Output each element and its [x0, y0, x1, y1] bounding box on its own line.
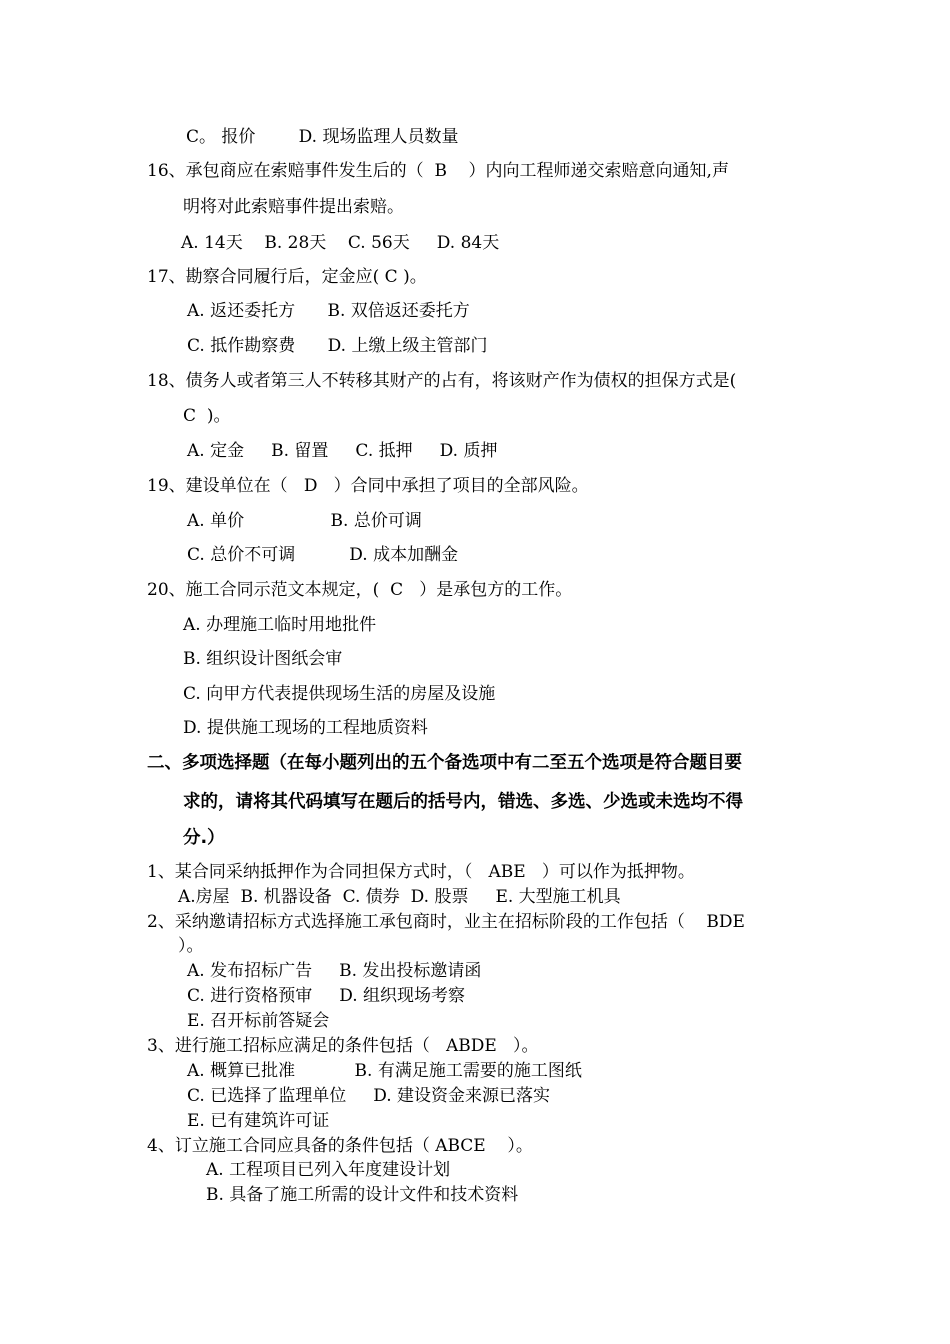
- text-line: D. 提供施工现场的工程地质资料: [183, 718, 428, 738]
- question-2: 2、采纳邀请招标方式选择施工承包商时，业主在招标阶段的工作包括（ BDE: [147, 912, 745, 932]
- text-line: A. 返还委托方 B. 双倍返还委托方: [187, 301, 470, 321]
- text-line: ）。: [178, 936, 204, 956]
- question-18: 18、债务人或者第三人不转移其财产的占有，将该财产作为债权的担保方式是(: [147, 371, 737, 391]
- text-line: A. 办理施工临时用地批件: [183, 615, 377, 635]
- text-line: C. 向甲方代表提供现场生活的房屋及设施: [183, 684, 496, 704]
- text-line: E. 已有建筑许可证: [187, 1111, 330, 1131]
- question-20: 20、施工合同示范文本规定，( C ）是承包方的工作。: [147, 580, 573, 600]
- text-line: A. 概算已批准 B. 有满足施工需要的施工图纸: [187, 1061, 582, 1081]
- text-line: C。 报价 D. 现场监理人员数量: [186, 127, 459, 147]
- text-line: A.房屋 B. 机器设备 C. 债券 D. 股票 E. 大型施工机具: [178, 887, 621, 907]
- question-19: 19、建设单位在（ D ）合同中承担了项目的全部风险。: [147, 476, 589, 496]
- question-17: 17、勘察合同履行后，定金应( C )。: [147, 267, 427, 287]
- text-line: C. 总价不可调 D. 成本加酬金: [187, 545, 459, 565]
- section-heading: 二、多项选择题（在每小题列出的五个备选项中有二至五个选项是符合题目要: [147, 753, 742, 773]
- question-16: 16、承包商应在索赔事件发生后的（ B ）内向工程师递交索赔意向通知,声: [147, 161, 729, 181]
- text-line: C. 已选择了监理单位 D. 建设资金来源已落实: [187, 1086, 551, 1106]
- text-line: C. 抵作勘察费 D. 上缴上级主管部门: [187, 336, 488, 356]
- text-line: C )。: [183, 406, 231, 426]
- question-3: 3、进行施工招标应满足的条件包括（ ABDE ）。: [147, 1036, 539, 1056]
- text-line: E. 召开标前答疑会: [187, 1011, 330, 1031]
- question-1: 1、某合同采纳抵押作为合同担保方式时，（ ABE ）可以作为抵押物。: [147, 862, 695, 882]
- text-line: B. 具备了施工所需的设计文件和技术资料: [206, 1185, 519, 1205]
- text-line: A. 发布招标广告 B. 发出投标邀请函: [187, 961, 482, 981]
- section-heading: 分.）: [183, 828, 225, 848]
- text-line: 明将对此索赔事件提出索赔。: [183, 197, 404, 217]
- text-line: B. 组织设计图纸会审: [183, 649, 343, 669]
- text-line: A. 单价 B. 总价可调: [187, 511, 422, 531]
- text-line: A. 工程项目已列入年度建设计划: [206, 1160, 451, 1180]
- text-line: C. 进行资格预审 D. 组织现场考察: [187, 986, 466, 1006]
- section-heading: 求的，请将其代码填写在题后的括号内，错选、多选、少选或未选均不得: [183, 792, 743, 812]
- question-4: 4、订立施工合同应具备的条件包括（ ABCE ）。: [147, 1136, 533, 1156]
- text-line: A. 14天 B. 28天 C. 56天 D. 84天: [181, 233, 500, 253]
- text-line: A. 定金 B. 留置 C. 抵押 D. 质押: [187, 441, 498, 461]
